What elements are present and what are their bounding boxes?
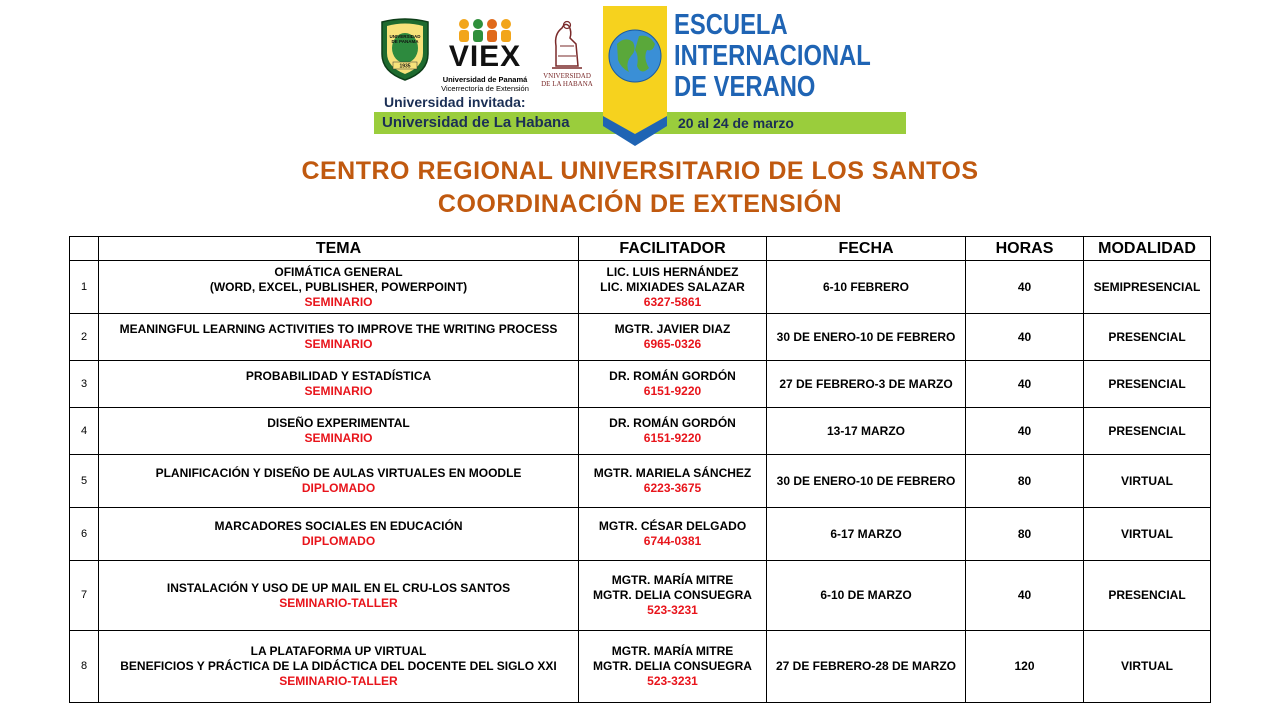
tema-text: LA PLATAFORMA UP VIRTUAL [250, 644, 427, 658]
row-number: 8 [70, 631, 99, 703]
modalidad-cell: PRESENCIAL [1084, 314, 1211, 361]
modalidad-cell: VIRTUAL [1084, 455, 1211, 508]
facilitator-phone: 523-3231 [647, 603, 698, 617]
tema-text: (WORD, EXCEL, PUBLISHER, POWERPOINT) [209, 279, 468, 294]
horas-cell: 80 [966, 508, 1084, 561]
facilitador-cell [579, 508, 767, 561]
table-row [70, 361, 1211, 408]
course-type: SEMINARIO-TALLER [279, 595, 398, 610]
facilitator-phone: 6327-5861 [643, 294, 702, 309]
course-type: SEMINARIO [304, 431, 373, 445]
fecha-cell: 6-10 FEBRERO [767, 261, 966, 314]
facilitator-phone: 6744-0381 [643, 534, 702, 548]
facilitator-name: MGTR. DELIA CONSUEGRA [593, 588, 752, 602]
table-row [70, 455, 1211, 508]
viex-subtitle-university: Universidad de Panamá [442, 75, 528, 84]
facilitador-cell [579, 561, 767, 631]
tema-text: BENEFICIOS Y PRÁCTICA DE LA DIDÁCTICA DEL DOCENTE DEL SIGLO XXI [120, 659, 557, 673]
tema-text: MEANINGFUL LEARNING ACTIVITIES TO IMPROVE THE WRITING PROCESS [119, 322, 558, 336]
modalidad-cell: PRESENCIAL [1084, 561, 1211, 631]
modalidad-cell: VIRTUAL [1084, 631, 1211, 703]
fecha-cell: 6-17 MARZO [767, 508, 966, 561]
facilitator-name: DR. ROMÁN GORDÓN [609, 416, 736, 430]
header-banner [370, 6, 910, 142]
tema-cell [99, 261, 579, 314]
invited-university-label: Universidad invitada: [384, 94, 526, 110]
course-type: SEMINARIO-TALLER [279, 674, 398, 688]
globe-ribbon-icon [603, 6, 667, 146]
row-number: 1 [70, 261, 99, 314]
university-of-panama-seal-logo [376, 16, 434, 82]
horas-cell: 40 [966, 314, 1084, 361]
page-subtitle: COORDINACIÓN DE EXTENSIÓN [437, 190, 843, 218]
courses-table [69, 236, 1211, 703]
invited-university-name: Universidad de La Habana [382, 114, 570, 131]
course-type: DIPLOMADO [301, 481, 376, 495]
header-fecha: FECHA [767, 237, 966, 261]
table-row [70, 408, 1211, 455]
horas-cell: 80 [966, 455, 1084, 508]
header-number [70, 237, 99, 261]
row-number: 2 [70, 314, 99, 361]
facilitador-cell [579, 408, 767, 455]
fecha-cell: 13-17 MARZO [767, 408, 966, 455]
facilitator-phone: 6151-9220 [643, 431, 702, 445]
table-row [70, 261, 1211, 314]
viex-wordmark: VIEX [448, 40, 522, 73]
facilitador-cell [579, 631, 767, 703]
modalidad-cell: PRESENCIAL [1084, 361, 1211, 408]
facilitator-name: MGTR. MARÍA MITRE [611, 573, 734, 587]
horas-cell: 120 [966, 631, 1084, 703]
row-number: 4 [70, 408, 99, 455]
horas-cell: 40 [966, 408, 1084, 455]
svg-text:DE PANAMA: DE PANAMA [391, 39, 419, 44]
facilitator-name: DR. ROMÁN GORDÓN [609, 369, 736, 383]
row-number: 3 [70, 361, 99, 408]
tema-text: PLANIFICACIÓN Y DISEÑO DE AULAS VIRTUALES EN MOODLE [155, 466, 522, 480]
svg-text:UNIVERSIDAD: UNIVERSIDAD [389, 34, 421, 39]
tema-cell [99, 455, 579, 508]
fecha-cell: 30 DE ENERO-10 DE FEBRERO [767, 455, 966, 508]
table-row [70, 631, 1211, 703]
tema-text: INSTALACIÓN Y USO DE UP MAIL EN EL CRU-LOS SANTOS [166, 580, 511, 595]
facilitador-cell [579, 455, 767, 508]
facilitator-phone: 6965-0326 [643, 337, 702, 351]
tema-text: MARCADORES SOCIALES EN EDUCACIÓN [214, 519, 463, 533]
header-tema: TEMA [99, 237, 579, 261]
facilitator-phone: 523-3231 [647, 674, 698, 688]
tema-cell [99, 408, 579, 455]
tema-cell [99, 361, 579, 408]
habana-logo-text: VNIVERSIDAD DE LA HABANA [541, 72, 593, 88]
modalidad-cell: SEMIPRESENCIAL [1084, 261, 1211, 314]
facilitator-name: MGTR. CÉSAR DELGADO [598, 519, 747, 533]
facilitator-name: MGTR. JAVIER DIAZ [614, 322, 731, 336]
table-row [70, 561, 1211, 631]
page-title: CENTRO REGIONAL UNIVERSITARIO DE LOS SANTOS [301, 157, 979, 185]
modalidad-cell: VIRTUAL [1084, 508, 1211, 561]
header-horas: HORAS [966, 237, 1084, 261]
tema-cell [99, 631, 579, 703]
fecha-cell: 27 DE FEBRERO-3 DE MARZO [767, 361, 966, 408]
summer-school-dates: 20 al 24 de marzo [678, 115, 794, 131]
table-row [70, 314, 1211, 361]
fecha-cell: 30 DE ENERO-10 DE FEBRERO [767, 314, 966, 361]
tema-text: PROBABILIDAD Y ESTADÍSTICA [245, 369, 432, 383]
row-number: 6 [70, 508, 99, 561]
facilitator-name: MGTR. DELIA CONSUEGRA [593, 659, 752, 673]
modalidad-cell: PRESENCIAL [1084, 408, 1211, 455]
tema-cell [99, 314, 579, 361]
course-type: SEMINARIO [304, 294, 373, 309]
people-icon [454, 18, 516, 42]
summer-school-title: ESCUELA INTERNACIONAL DE VERANO [674, 9, 871, 103]
universidad-de-la-habana-logo [534, 16, 600, 92]
tema-cell [99, 561, 579, 631]
svg-text:1935: 1935 [399, 63, 411, 70]
row-number: 5 [70, 455, 99, 508]
row-number: 7 [70, 561, 99, 631]
facilitador-cell [579, 314, 767, 361]
facilitator-name: MGTR. MARIELA SÁNCHEZ [593, 466, 752, 480]
tema-text: OFIMÁTICA GENERAL [274, 264, 403, 279]
viex-subtitle-extension: Vicerrectoría de Extensión [441, 84, 529, 93]
course-type: SEMINARIO [304, 337, 373, 351]
viex-logo [440, 18, 530, 98]
horas-cell: 40 [966, 361, 1084, 408]
course-type: SEMINARIO [304, 384, 373, 398]
table-row [70, 508, 1211, 561]
fecha-cell: 27 DE FEBRERO-28 DE MARZO [767, 631, 966, 703]
course-type: DIPLOMADO [301, 534, 376, 548]
alma-mater-statue-icon [534, 16, 600, 72]
facilitator-name: LIC. MIXIADES SALAZAR [600, 279, 745, 294]
facilitador-cell [579, 261, 767, 314]
tema-text: DISEÑO EXPERIMENTAL [267, 416, 410, 430]
facilitator-name: LIC. LUIS HERNÁNDEZ [606, 264, 739, 279]
horas-cell: 40 [966, 261, 1084, 314]
facilitator-name: MGTR. MARÍA MITRE [611, 644, 734, 658]
header-facilitador: FACILITADOR [579, 237, 767, 261]
facilitador-cell [579, 361, 767, 408]
header-modalidad: MODALIDAD [1084, 237, 1211, 261]
facilitator-phone: 6151-9220 [643, 384, 702, 398]
table-header-row [70, 237, 1211, 261]
tema-cell [99, 508, 579, 561]
facilitator-phone: 6223-3675 [643, 481, 702, 495]
horas-cell: 40 [966, 561, 1084, 631]
fecha-cell: 6-10 DE MARZO [767, 561, 966, 631]
